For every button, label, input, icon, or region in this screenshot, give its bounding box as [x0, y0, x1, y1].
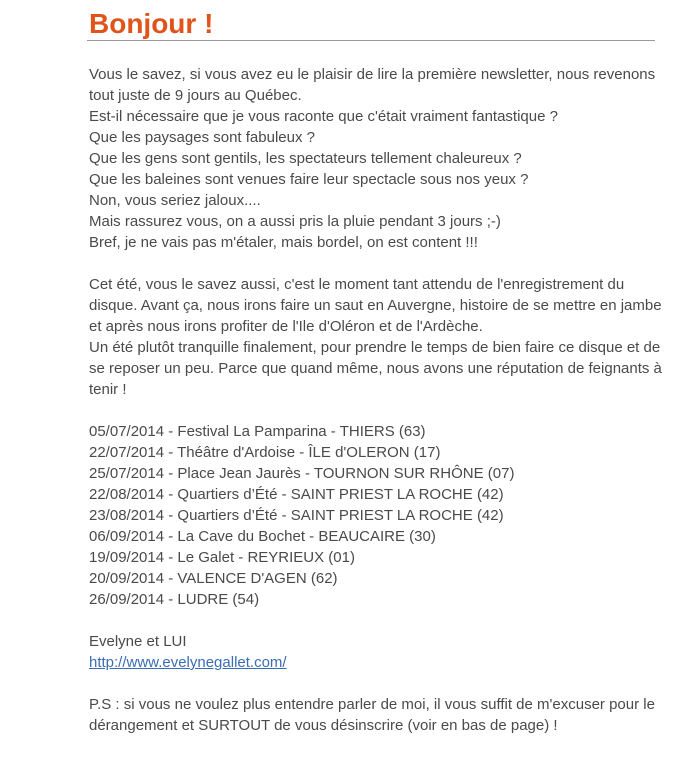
intro-line: Que les gens sont gentils, les spectateurs tellement chaleureux ?: [89, 150, 522, 167]
gig-item: 05/07/2014 - Festival La Pamparina - THIERS (63): [89, 423, 426, 440]
signature: Evelyne et LUI: [89, 633, 187, 650]
ps-line: dérangement et SURTOUT de vous désinscrire (voir en bas de page) !: [89, 717, 558, 734]
gig-item: 25/07/2014 - Place Jean Jaurès - TOURNON SUR RHÔNE (07): [89, 465, 515, 482]
intro-line: Que les baleines sont venues faire leur spectacle sous nos yeux ?: [89, 171, 529, 188]
summer-line: disque. Avant ça, nous irons faire un saut en Auvergne, histoire de se mettre en jambe: [89, 297, 662, 314]
gig-item: 20/09/2014 - VALENCE D'AGEN (62): [89, 570, 338, 587]
ps-paragraph: [89, 694, 659, 736]
website-link[interactable]: http://www.evelynegallet.com/: [89, 654, 287, 671]
summer-line: Un été plutôt tranquille finalement, pour prendre le temps de bien faire ce disque et de: [89, 339, 661, 356]
page-title: Bonjour !: [89, 8, 214, 39]
summer-paragraph: [89, 274, 662, 400]
gig-item: 06/09/2014 - La Cave du Bochet - BEAUCAIRE (30): [89, 528, 436, 545]
gig-item: 19/09/2014 - Le Galet - REYRIEUX (01): [89, 549, 355, 566]
gig-item: 23/08/2014 - Quartiers d’Été - SAINT PRIEST LA ROCHE (42): [89, 507, 504, 524]
intro-line: Non, vous seriez jaloux....: [89, 192, 261, 209]
summer-line: se reposer un peu. Parce que quand même, nous avons une réputation de feignants à: [89, 360, 662, 377]
gig-item: 22/08/2014 - Quartiers d’Été - SAINT PRIEST LA ROCHE (42): [89, 486, 504, 503]
summer-line: et après nous irons profiter de l'Ile d'Oléron et de l'Ardèche.: [89, 318, 483, 335]
intro-line: Mais rassurez vous, on a aussi pris la pluie pendant 3 jours ;-): [89, 213, 501, 230]
intro-line: Est-il nécessaire que je vous raconte que c'était vraiment fantastique ?: [89, 108, 558, 125]
ps-line: P.S : si vous ne voulez plus entendre parler de moi, il vous suffit de m'excuser pour le: [89, 696, 655, 713]
newsletter-body: [89, 64, 662, 736]
summer-line: tenir !: [89, 381, 127, 398]
intro-line: Que les paysages sont fabuleux ?: [89, 129, 315, 146]
heading-divider: [87, 40, 655, 41]
paragraph-gap: [89, 673, 659, 694]
intro-line: Bref, je ne vais pas m'étaler, mais bordel, on est content !!!: [89, 234, 478, 251]
summer-line: Cet été, vous le savez aussi, c'est le moment tant attendu de l'enregistrement du: [89, 276, 625, 293]
paragraph-gap: [89, 400, 659, 421]
intro-line: tout juste de 9 jours au Québec.: [89, 87, 302, 104]
gig-item: 22/07/2014 - Théâtre d'Ardoise - ÎLE d'OLERON (17): [89, 444, 441, 461]
paragraph-gap: [89, 253, 659, 274]
signature-block: [89, 631, 659, 673]
gig-item: 26/09/2014 - LUDRE (54): [89, 591, 260, 608]
gig-list: [89, 421, 659, 610]
paragraph-gap: [89, 610, 659, 631]
intro-paragraph: [89, 64, 659, 253]
intro-line: Vous le savez, si vous avez eu le plaisir de lire la première newsletter, nous revenons: [89, 66, 656, 83]
